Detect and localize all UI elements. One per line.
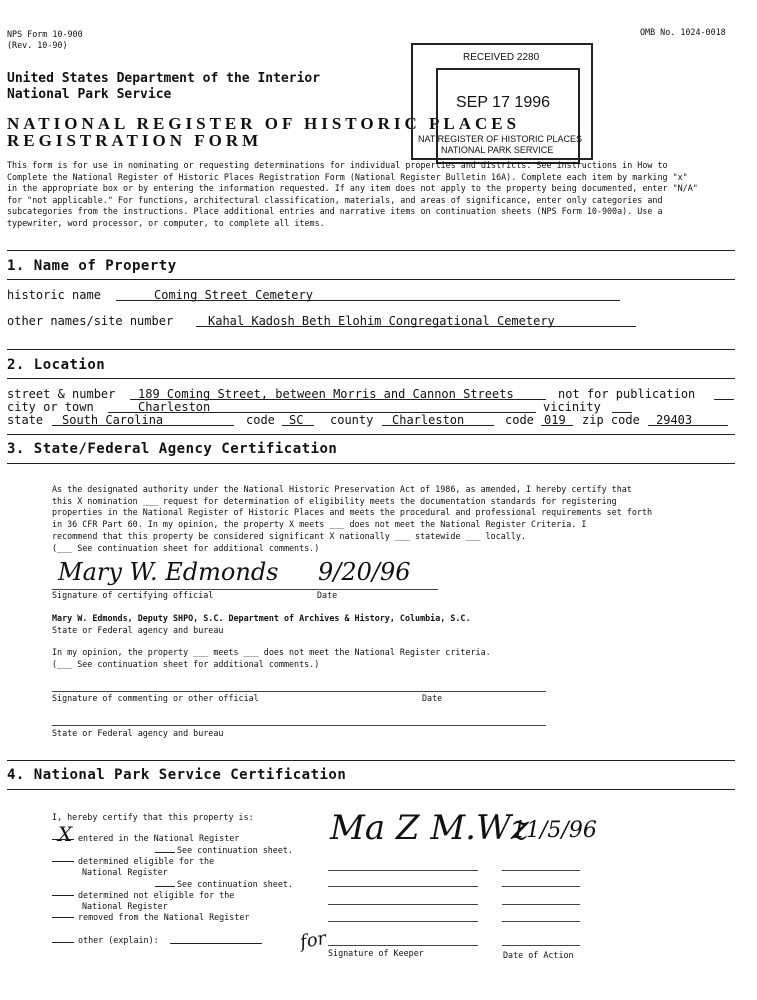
action-date-line[interactable]: [502, 945, 580, 946]
not-eligible-label-2: National Register: [82, 901, 168, 911]
not-for-publication-field[interactable]: [714, 387, 734, 400]
certifying-date-label: Date: [317, 590, 338, 600]
other-explain-field[interactable]: [170, 934, 262, 944]
action-line: [502, 886, 580, 887]
certification-line: As the designated authority under the National Historic Preservation Act of 1986, as amended, I hereby certify that: [52, 484, 632, 494]
section-2-heading: 2. Location: [7, 357, 106, 373]
city-label: city or town: [7, 400, 94, 414]
state-label: state: [7, 413, 44, 427]
intro-paragraph: [7, 160, 742, 230]
section-rule: [7, 378, 735, 379]
state-value: South Carolina: [62, 413, 164, 427]
section-1-heading: 1. Name of Property: [7, 258, 177, 274]
eligible-continuation-label: See continuation sheet.: [177, 879, 293, 889]
removed-checkbox[interactable]: [52, 908, 74, 918]
comment-signature-line[interactable]: [52, 691, 546, 692]
opinion-line: In my opinion, the property ___ meets ___ does not meet the National Register criteria.: [52, 647, 491, 657]
city-value: Charleston: [138, 400, 211, 414]
keeper-signature-line[interactable]: [328, 945, 478, 946]
certification-line: properties in the National Register of Historic Places and meets the procedural and professional requirements set forth: [52, 507, 653, 518]
opinion-continuation: (___ See continuation sheet for additional comments.): [52, 659, 320, 669]
for-mark: for: [298, 927, 328, 954]
action-date-handwritten: 11/5/96: [512, 818, 597, 843]
intro-line: Complete the National Register of Historic Places Registration Form (National Register Bulletin 16A). Complete each item by marking "x": [7, 171, 688, 182]
eligible-checkbox[interactable]: [52, 852, 74, 862]
vicinity-field[interactable]: [612, 400, 632, 413]
action-line: [502, 870, 580, 871]
section-3-heading: 3. State/Federal Agency Certification: [7, 441, 338, 457]
comment-date-label: Date: [422, 693, 443, 703]
certifying-official-signature: Mary W. Edmonds: [58, 558, 279, 586]
intro-line: subcategories from the instructions. Place additional entries and narrative items on continuation sheets (NPS Form 10-900a). Use a: [7, 206, 663, 217]
historic-name-value: Coming Street Cemetery: [154, 288, 313, 302]
agency-title: National Park Service: [7, 87, 172, 102]
agency-bureau-label: State or Federal agency and bureau: [52, 728, 224, 738]
certification-line: (___ See continuation sheet for additional comments.): [52, 542, 320, 553]
zip-value: 29403: [656, 413, 693, 427]
action-date-label: Date of Action: [503, 950, 574, 960]
intro-line: for "not applicable." For functions, architectural classification, materials, and areas of significance, enter only categories and: [7, 194, 663, 205]
certify-statement: I, hereby certify that this property is:: [52, 812, 254, 822]
section-4-heading: 4. National Park Service Certification: [7, 767, 347, 783]
state-code-label: code: [246, 413, 275, 427]
official-name: Mary W. Edmonds, Deputy SHPO, S.C. Department of Archives & History, Columbia, S.C.: [52, 613, 471, 623]
keeper-line: [328, 886, 478, 887]
section-rule: [7, 760, 735, 761]
zip-label: zip code: [582, 413, 640, 427]
section-rule: [7, 434, 735, 435]
section-rule: [7, 789, 735, 790]
intro-line: in the appropriate box or by entering the information requested. If any item does not apply to the property being documented, enter "N/A": [7, 183, 698, 194]
form-title: NATIONAL REGISTER OF HISTORIC PLACES: [7, 114, 521, 133]
keeper-signature: Ma Z M.Wz: [330, 808, 529, 848]
action-line: [502, 921, 580, 922]
street-label: street & number: [7, 387, 116, 401]
keeper-signature-label: Signature of Keeper: [328, 948, 424, 958]
section-rule: [7, 463, 735, 464]
stamp-received-text: RECEIVED 2280: [463, 52, 540, 63]
eligible-label: determined eligible for the: [78, 856, 215, 866]
section-rule: [7, 279, 735, 280]
intro-line: typewriter, word processor, or computer, to complete all items.: [7, 217, 325, 228]
section-rule: [7, 250, 735, 251]
agency-line[interactable]: [52, 725, 546, 726]
not-eligible-checkbox[interactable]: [52, 886, 74, 896]
certification-paragraph: [52, 484, 652, 554]
comment-signature-label: Signature of commenting or other official: [52, 693, 259, 703]
other-names-label: other names/site number: [7, 314, 174, 328]
entered-label: entered in the National Register: [78, 833, 240, 843]
action-line: [502, 904, 580, 905]
keeper-line: [328, 921, 478, 922]
not-eligible-label: determined not eligible for the: [78, 890, 235, 900]
state-code-value: SC: [289, 413, 304, 427]
keeper-line: [328, 870, 478, 871]
county-code-label: code: [505, 413, 534, 427]
entered-checkbox[interactable]: [52, 830, 74, 840]
eligible-continuation-checkbox[interactable]: [155, 877, 175, 887]
intro-line: This form is for use in nominating or requesting determinations for individual properties and districts. See instructions in How to: [7, 160, 668, 170]
not-for-publication-label: not for publication: [558, 387, 696, 401]
county-value: Charleston: [392, 413, 465, 427]
county-code-value: 019: [544, 413, 566, 427]
certifying-signature-label: Signature of certifying official: [52, 590, 214, 600]
stamp-line-2: NATIONAL PARK SERVICE: [441, 145, 554, 155]
stamp-line-1: NAT REGISTER OF HISTORIC PLACES: [418, 134, 583, 144]
certification-line: in 36 CFR Part 60. In my opinion, the property X meets ___ does not meet the National Register Criteria. I: [52, 519, 587, 530]
other-names-value: Kahal Kadosh Beth Elohim Congregational Cemetery: [208, 314, 555, 328]
form-revision: (Rev. 10-90): [7, 40, 68, 50]
omb-number: OMB No. 1024-0018: [640, 27, 726, 37]
other-checkbox[interactable]: [52, 933, 74, 943]
agency-label: State or Federal agency and bureau: [52, 625, 224, 635]
stamp-date: SEP 17 1996: [456, 94, 551, 111]
certification-line: this X nomination ___ request for determination of eligibility meets the documentation standards for registering: [52, 495, 617, 506]
street-value: 189 Coming Street, between Morris and Cannon Streets: [138, 387, 514, 401]
section-rule: [7, 349, 735, 350]
entered-checkmark: X: [58, 822, 73, 846]
entered-continuation-checkbox[interactable]: [155, 843, 175, 853]
removed-label: removed from the National Register: [78, 912, 250, 922]
certification-line: recommend that this property be considered significant X nationally ___ statewide ___ locally.: [52, 530, 526, 541]
county-label: county: [330, 413, 374, 427]
eligible-label-2: National Register: [82, 867, 168, 877]
historic-name-label: historic name: [7, 288, 101, 302]
certifying-date-handwritten: 9/20/96: [318, 558, 411, 586]
form-subtitle: REGISTRATION FORM: [7, 131, 263, 150]
keeper-line: [328, 904, 478, 905]
other-explain-label: other (explain):: [78, 935, 159, 945]
form-number: NPS Form 10-900: [7, 29, 83, 39]
department-title: United States Department of the Interior: [7, 71, 321, 86]
vicinity-label: vicinity: [543, 400, 601, 414]
entered-continuation-label: See continuation sheet.: [177, 845, 293, 855]
